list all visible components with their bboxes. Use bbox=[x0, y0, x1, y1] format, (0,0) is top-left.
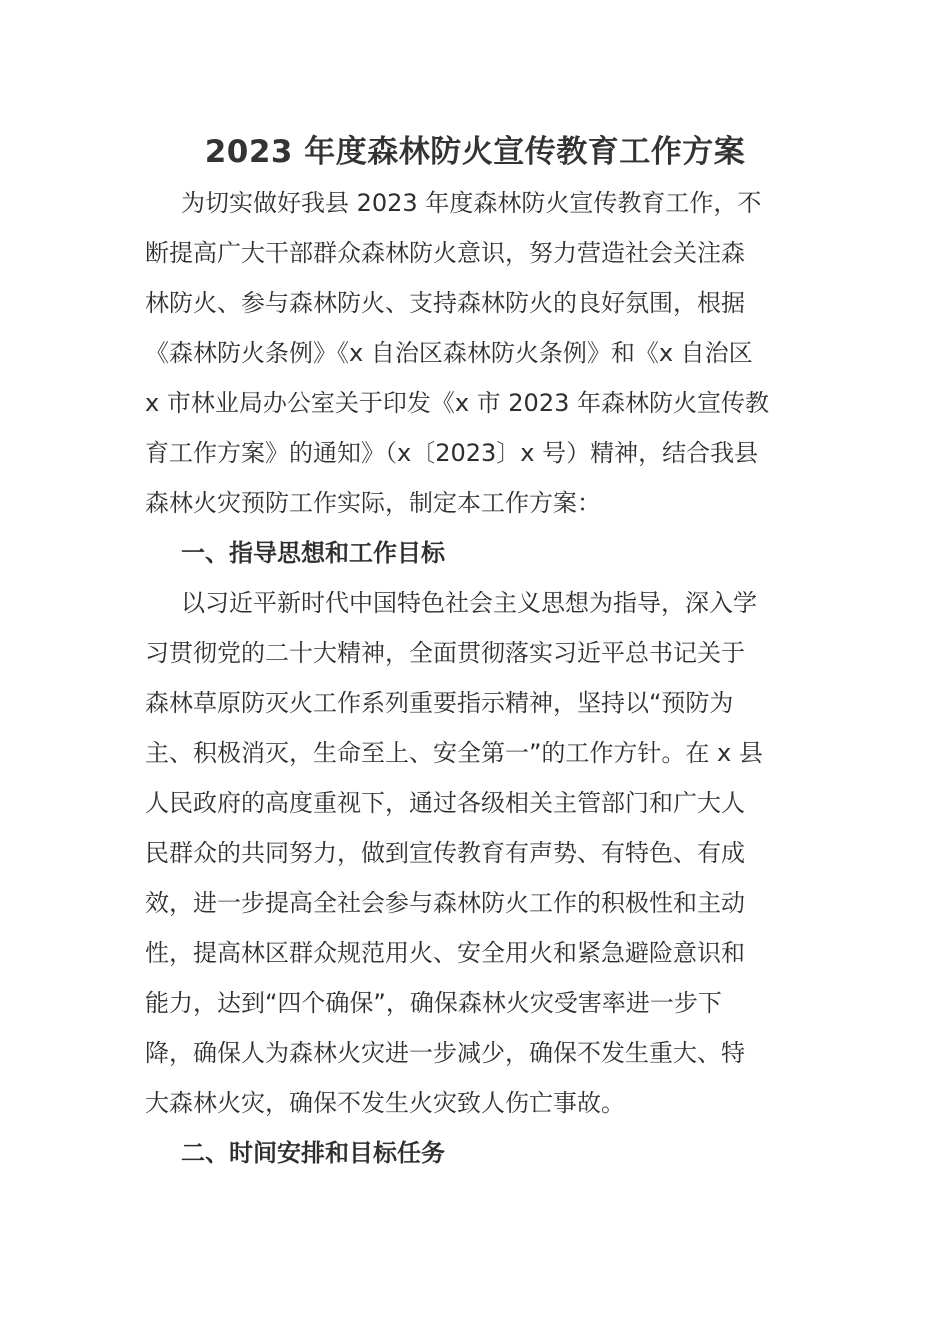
paragraph-1-line: 《森林防火条例》《x 自治区森林防火条例》和《x 自治区 bbox=[145, 339, 753, 367]
paragraph-2-line: 人民政府的高度重视下，通过各级相关主管部门和广大人 bbox=[145, 789, 745, 817]
paragraph-1-line: 森林火灾预防工作实际，制定本工作方案： bbox=[145, 489, 601, 517]
paragraph-2-line: 降，确保人为森林火灾进一步减少，确保不发生重大、特 bbox=[145, 1039, 745, 1067]
paragraph-2-line: 民群众的共同努力，做到宣传教育有声势、有特色、有成 bbox=[145, 839, 745, 867]
paragraph-2-line: 性，提高林区群众规范用火、安全用火和紧急避险意识和 bbox=[145, 939, 745, 967]
paragraph-2-line: 大森林火灾，确保不发生火灾致人伤亡事故。 bbox=[145, 1089, 625, 1117]
paragraph-2-line: 森林草原防灭火工作系列重要指示精神，坚持以“预防为 bbox=[145, 689, 734, 717]
section-heading-2: 二、时间安排和目标任务 bbox=[181, 1139, 445, 1167]
paragraph-2-line: 习贯彻党的二十大精神，全面贯彻落实习近平总书记关于 bbox=[145, 639, 745, 667]
paragraph-1-line: 育工作方案》的通知》（x〔2023〕x 号）精神，结合我县 bbox=[145, 439, 759, 467]
document-title: 2023 年度森林防火宣传教育工作方案 bbox=[204, 134, 746, 170]
paragraph-1-line: 为切实做好我县 2023 年度森林防火宣传教育工作，不 bbox=[181, 189, 762, 217]
paragraph-2-line: 效，进一步提高全社会参与森林防火工作的积极性和主动 bbox=[145, 889, 745, 917]
paragraph-1-line: 断提高广大干部群众森林防火意识，努力营造社会关注森 bbox=[145, 239, 745, 267]
section-heading-1: 一、指导思想和工作目标 bbox=[181, 539, 445, 567]
paragraph-2-line: 以习近平新时代中国特色社会主义思想为指导，深入学 bbox=[181, 589, 757, 617]
paragraph-1-line: x 市林业局办公室关于印发《x 市 2023 年森林防火宣传教 bbox=[145, 389, 769, 417]
paragraph-2-line: 能力，达到“四个确保”，确保森林火灾受害率进一步下 bbox=[145, 989, 722, 1017]
paragraph-2-line: 主、积极消灭，生命至上、安全第一”的工作方针。在 x 县 bbox=[145, 739, 763, 767]
paragraph-1-line: 林防火、参与森林防火、支持森林防火的良好氛围，根据 bbox=[145, 289, 745, 317]
